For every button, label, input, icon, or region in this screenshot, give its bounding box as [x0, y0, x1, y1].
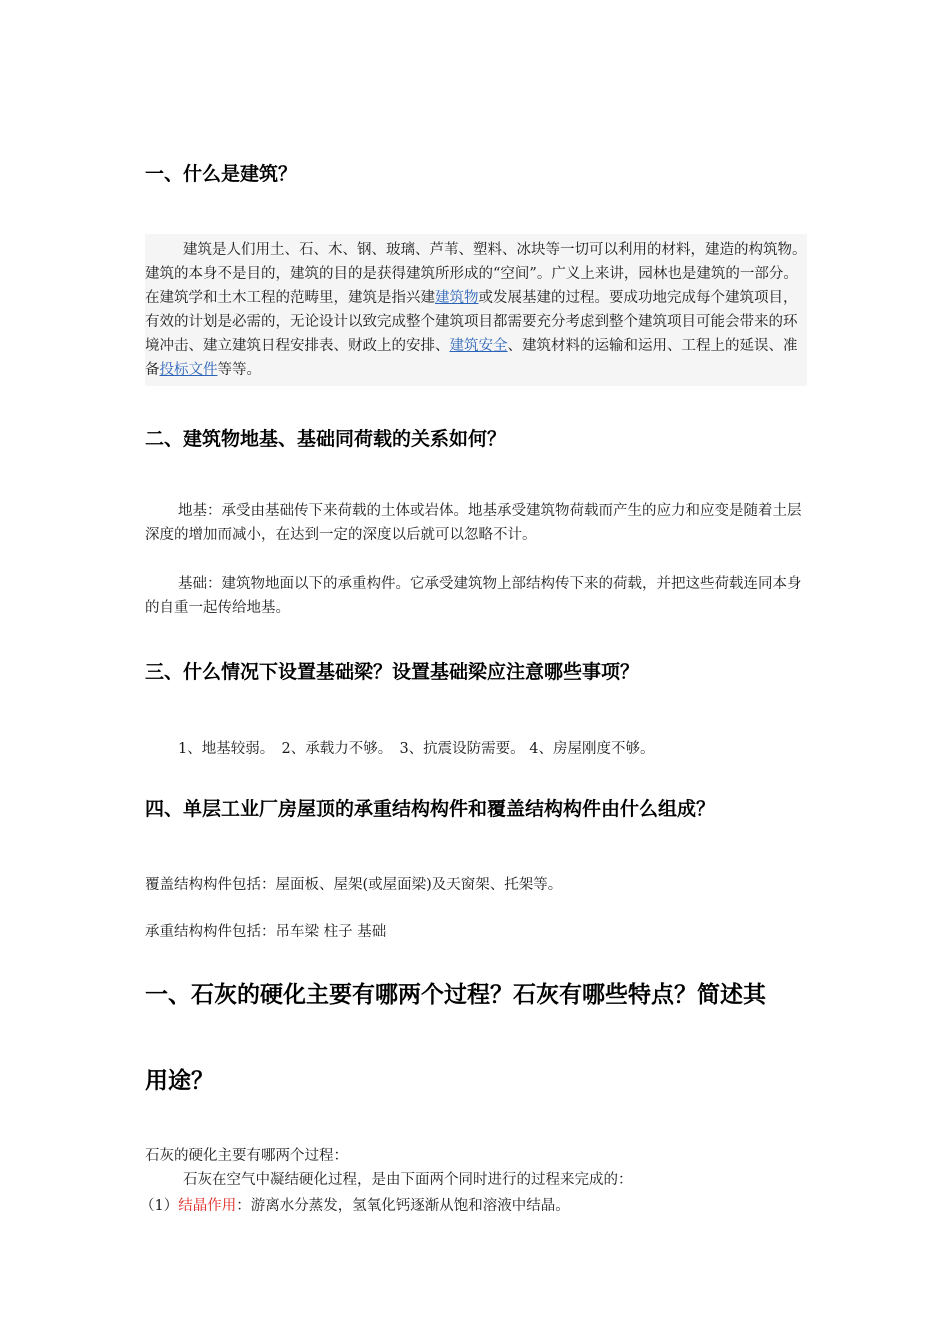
- link-construction-safety[interactable]: 建筑安全: [449, 338, 508, 354]
- section-3-heading: 三、什么情况下设置基础梁？设置基础梁应注意哪些事项？: [145, 661, 640, 683]
- item-number: （1）: [140, 1198, 179, 1214]
- link-bid-documents[interactable]: 投标文件: [159, 362, 218, 378]
- section-5-item-1: [140, 1194, 570, 1215]
- section-2-paragraph-foundation: 基础：建筑物地面以下的承重构件。它承受建筑物上部结构传下来的荷载，并把这些荷载连同本身的自重一起传给地基。: [145, 576, 802, 616]
- section-4-covering-structure: 覆盖结构构件包括：屋面板、屋架(或屋面梁)及天窗架、托架等。: [145, 877, 563, 893]
- paragraph-text: 建筑是人们用土、石、木、钢、玻璃、芦苇、塑料、冰块等一切可以利用的材料，建造的构筑物。建筑的本身不是目的，建筑的目的是获得建筑所形成的“空间”。广义上来讲，园林也是建筑的一部分。在建筑学和土木工程的范畴里，建筑是指兴建: [145, 242, 807, 306]
- section-4-heading: 四、单层工业厂房屋顶的承重结构构件和覆盖结构构件由什么组成？: [145, 798, 716, 820]
- section-5-subheading: 石灰的硬化主要有哪两个过程：: [145, 1148, 348, 1164]
- section-2-heading: 二、建筑物地基、基础同荷载的关系如何？: [145, 428, 507, 450]
- section-1-heading: 一、什么是建筑？: [145, 163, 298, 185]
- highlight-term: 结晶作用: [178, 1198, 237, 1214]
- section-4-bearing-structure: 承重结构构件包括：吊车梁 柱子 基础: [145, 924, 387, 940]
- section-2-paragraph-foundation-soil: 地基：承受由基础传下来荷载的土体或岩体。地基承受建筑物荷载而产生的应力和应变是随着土层深度的增加而减小，在达到一定的深度以后就可以忽略不计。: [145, 503, 802, 543]
- link-building[interactable]: 建筑物: [435, 290, 479, 306]
- section-5-heading-line-2: 用途？: [145, 1068, 214, 1094]
- paragraph-text: 或发展基建的过程。要成功地完成每个建筑项目，有效的计划是必需的，无论设计以致完成整个建筑项目都需要充分考虑到整个建筑项目可能会带来的环境冲击、建立建筑日程安排表、财政上的安排、: [145, 290, 798, 354]
- paragraph-text: 等等。: [217, 362, 261, 378]
- section-5-heading-line-1: 一、石灰的硬化主要有哪两个过程？石灰有哪些特点？简述其: [145, 982, 766, 1008]
- section-5-paragraph: 石灰在空气中凝结硬化过程，是由下面两个同时进行的过程来完成的：: [183, 1172, 633, 1188]
- paragraph-text: 、建筑材料的运输和运用、工程上的延误、准备: [145, 338, 798, 378]
- item-text: ：游离水分蒸发，氢氧化钙逐渐从饱和溶液中结晶。: [236, 1198, 570, 1214]
- section-3-list: 1、地基较弱。 2、承载力不够。 3、抗震设防需要。 4、房屋刚度不够。: [178, 741, 655, 757]
- section-1-paragraph: [145, 234, 807, 386]
